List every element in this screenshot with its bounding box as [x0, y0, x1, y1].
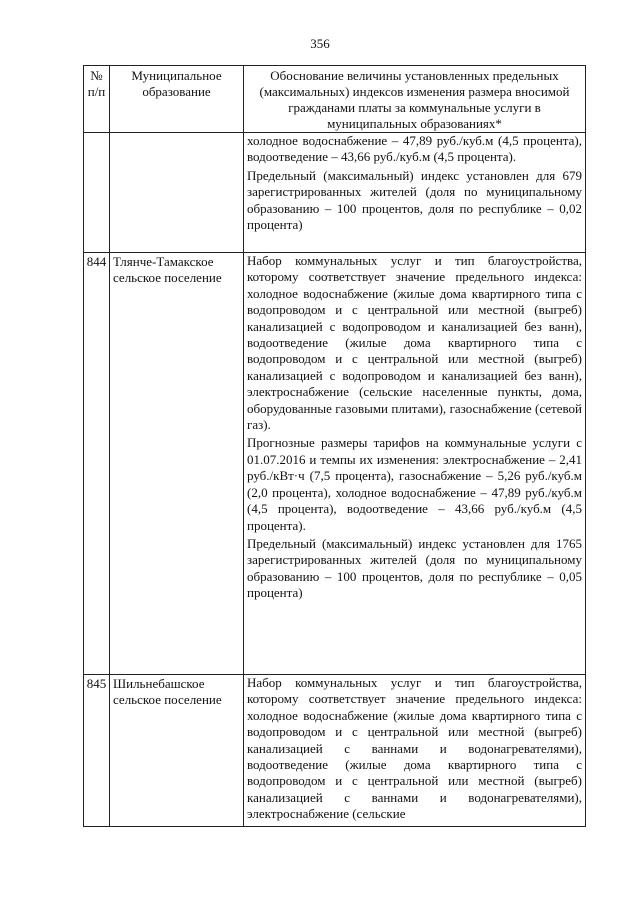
page-number: 356 — [310, 36, 330, 51]
justification-paragraph: Предельный (максимальный) индекс установлен для 679 зарегистрированных жителей (доля по муниципальному образованию – 100 процентов, доля по республике – 0,02 процента) — [247, 167, 582, 233]
cell-number: 845 — [84, 675, 110, 827]
table-row — [84, 675, 586, 827]
header-municipality: Муниципальное образование — [110, 66, 244, 133]
justification-paragraph: Предельный (максимальный) индекс установлен для 1765 зарегистрированных жителей (доля по муниципальному образованию – 100 процентов, доля по республике – 0,05 процента) — [247, 535, 582, 601]
cell-municipality: Тлянче-Тамакское сельское поселение — [110, 253, 244, 675]
justification-paragraph: Прогнозные размеры тарифов на коммунальные услуги с 01.07.2016 и темпы их изменения: электроснабжение – 2,41 руб./кВт·ч (7,5 процента), газоснабжение – 5,26 руб./куб.м (2,0 процента), холодное водоснабжение – 47,89 руб./куб.м (4,5 процента), водоотведение – 43,66 руб./куб.м (4,5 процента). — [247, 435, 582, 533]
cell-justification — [244, 133, 586, 253]
table-row-continuation — [84, 133, 586, 253]
justification-paragraph: Набор коммунальных услуг и тип благоустройства, которому соответствует значение предельного индекса: холодное водоснабжение (жилые дома квартирного типа с водопроводом и с центральной или местной (выгреб) канализацией с ваннами и водонагревателями), водоотведение (жилые дома квартирного типа с водопроводом и с центральной или местной (выгреб) канализацией с ваннами и водонагревателями), электроснабжение (сельские — [247, 675, 582, 822]
cell-number: 844 — [84, 253, 110, 675]
header-justification: Обоснование величины установленных предельных (максимальных) индексов изменения размера вносимой гражданами платы за коммунальные услуги в муниципальных образованиях* — [244, 66, 586, 133]
table-row — [84, 253, 586, 675]
municipal-index-table — [83, 65, 586, 827]
cell-number-empty — [84, 133, 110, 253]
justification-paragraph: холодное водоснабжение – 47,89 руб./куб.м (4,5 процента), водоотведение – 43,66 руб./куб.м (4,5 процента). — [247, 133, 582, 165]
header-number: № п/п — [84, 66, 110, 133]
justification-paragraph: Набор коммунальных услуг и тип благоустройства, которому соответствует значение предельного индекса: холодное водоснабжение (жилые дома квартирного типа с водопроводом и с центральной или местной (выгреб) канализацией с водопроводом и канализацией без ванн), водоотведение (жилые дома квартирного типа с водопроводом и с центральной или местной (выгреб) канализацией с водопроводом и канализацией без ванн), электроснабжение (сельские населенные пункты, дома, оборудованные газовыми плитами), газоснабжение (сетевой газ). — [247, 253, 582, 433]
cell-municipality: Шильнебашское сельское поселение — [110, 675, 244, 827]
cell-justification — [244, 253, 586, 675]
cell-municipality-empty — [110, 133, 244, 253]
cell-justification — [244, 675, 586, 827]
table-header-row — [84, 66, 586, 133]
